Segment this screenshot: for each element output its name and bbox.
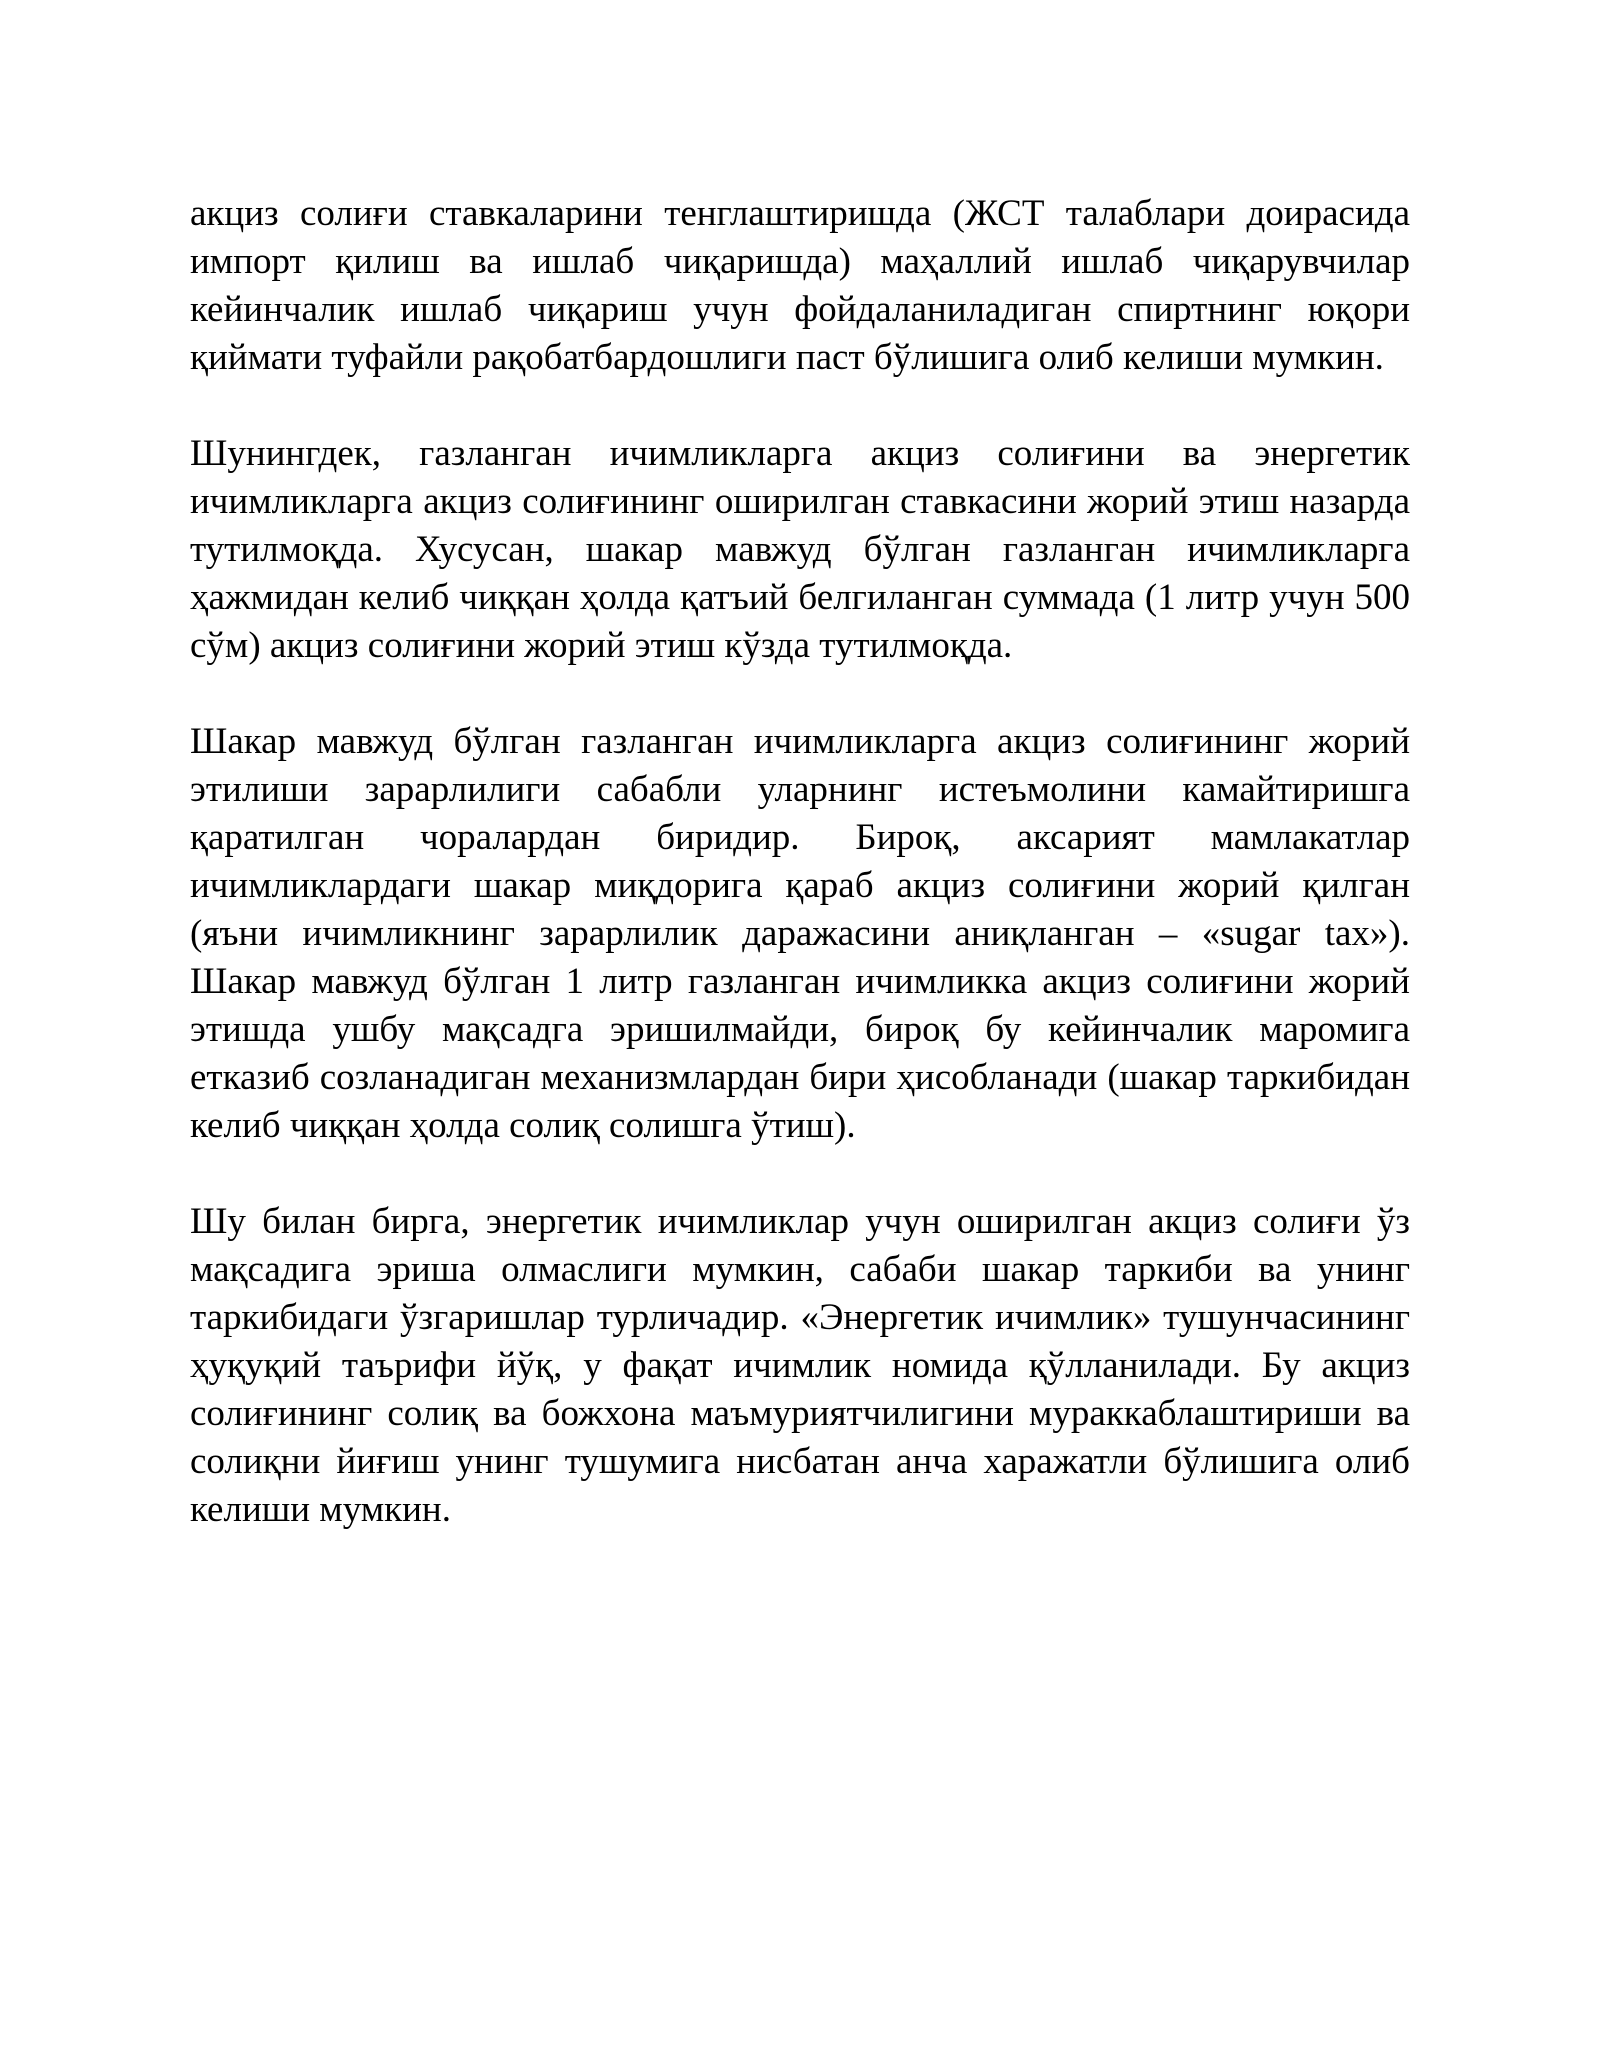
paragraph-3: Шакар мавжуд бўлган газланган ичимликларга акциз солиғининг жорий этилиши зарарлилиги сабабли уларнинг истеъмолини камайтиришга қаратилган чоралардан биридир. Бироқ, аксарият мамлакатлар ичимликлардаги шакар миқдорига қараб акциз солиғини жорий қилган (яъни ичимликнинг зарарлилик даражасини аниқланган – «sugar tax»). Шакар мавжуд бўлган 1 литр газланган ичимликка акциз солиғини жорий этишда ушбу мақсадга эришилмайди, бироқ бу кейинчалик маромига етказиб созланадиган механизмлардан бири ҳисобланади (шакар таркибидан келиб чиққан ҳолда солиқ солишга ўтиш).	[190, 721, 1410, 1146]
paragraph-1: акциз солиғи ставкаларини тенглаштиришда (ЖСТ талаблари доирасида импорт қилиш ва ишлаб чиқаришда) маҳаллий ишлаб чиқарувчилар кейинчалик ишлаб чиқариш учун фойдаланиладиган спиртнинг юқори қиймати туфайли рақобатбардошлиги паст бўлишига олиб келиши мумкин.	[190, 193, 1410, 378]
document-body	[190, 190, 1410, 1582]
paragraph-4: Шу билан бирга, энергетик ичимликлар учун оширилган акциз солиғи ўз мақсадига эриша олмаслиги мумкин, сабаби шакар таркиби ва унинг таркибидаги ўзгаришлар турличадир. «Энергетик ичимлик» тушунчасининг ҳуқуқий таърифи йўқ, у фақат ичимлик номида қўлланилади. Бу акциз солиғининг солиқ ва божхона маъмуриятчилигини мураккаблаштириши ва солиқни йиғиш унинг тушумига нисбатан анча харажатли бўлишига олиб келиши мумкин.	[190, 1201, 1410, 1530]
paragraph-2: Шунингдек, газланган ичимликларга акциз солиғини ва энергетик ичимликларга акциз солиғининг оширилган ставкасини жорий этиш назарда тутилмоқда. Хусусан, шакар мавжуд бўлган газланган ичимликларга ҳажмидан келиб чиққан ҳолда қатъий белгиланган суммада (1 литр учун 500 сўм) акциз солиғини жорий этиш кўзда тутилмоқда.	[190, 433, 1410, 666]
